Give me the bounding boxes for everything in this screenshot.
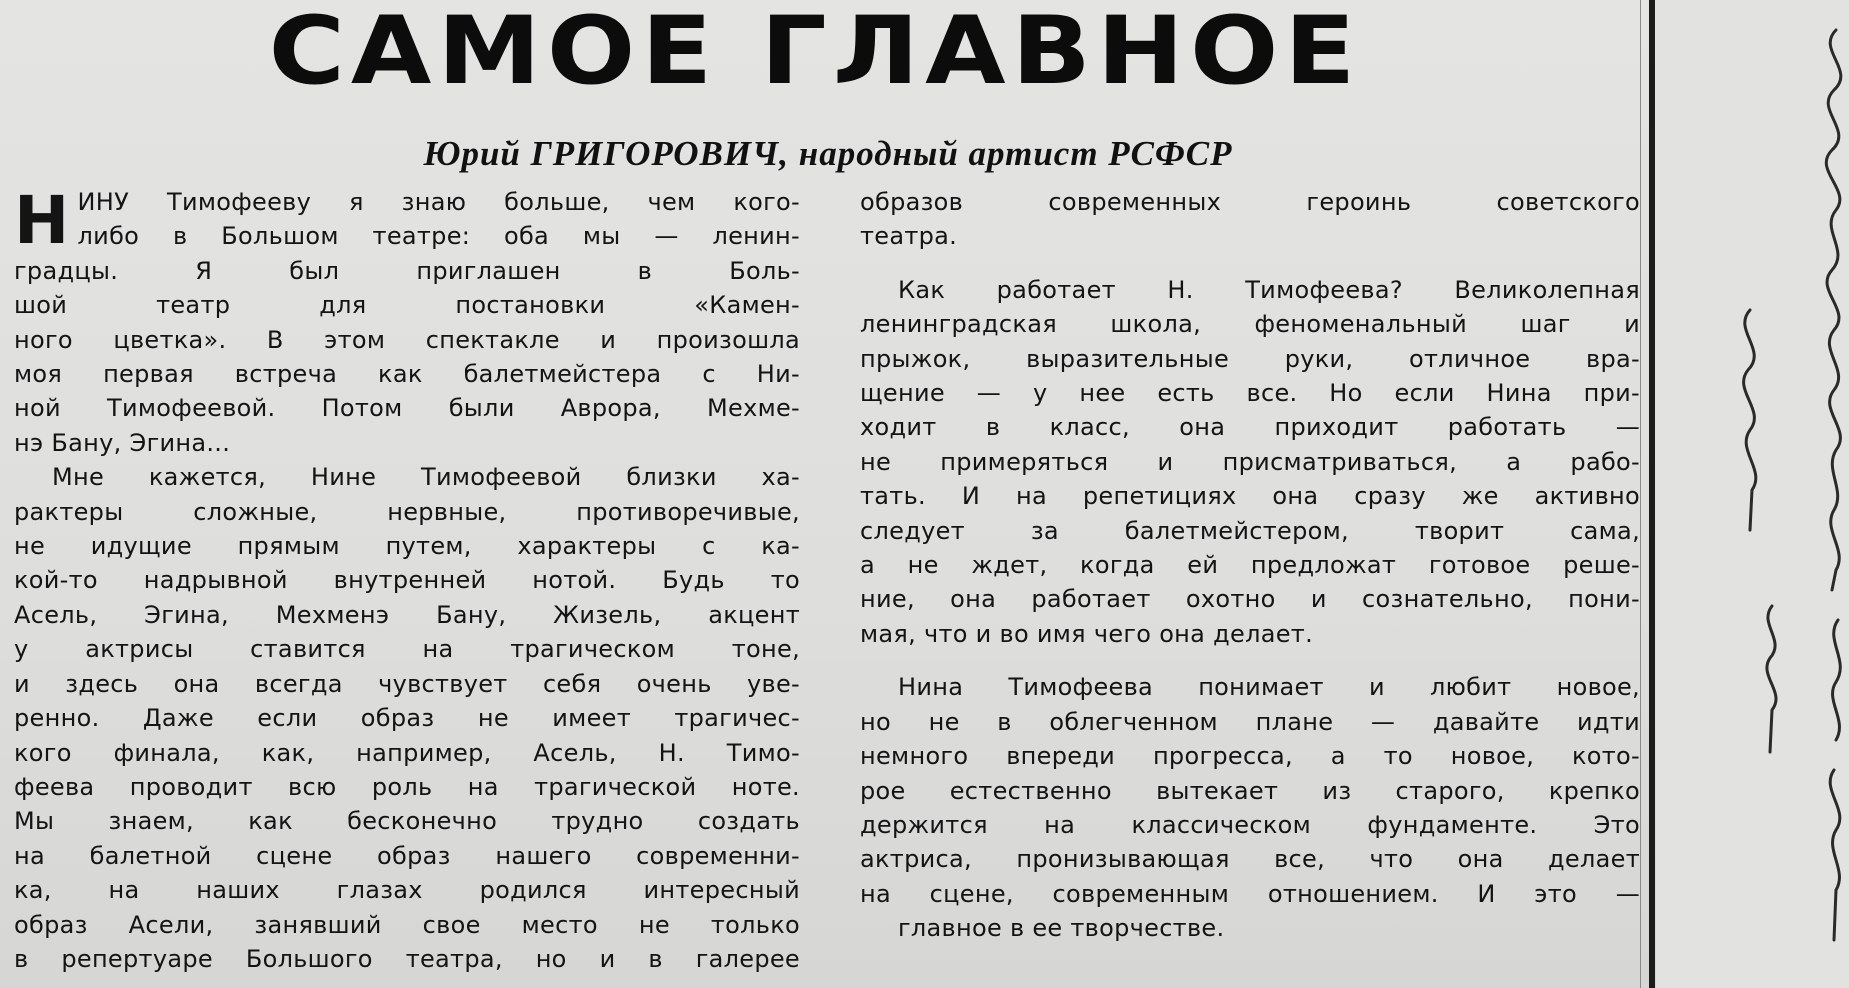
text-line: театра. xyxy=(860,222,958,251)
text-line: кой-то надрывной внутренней нотой. Будь то xyxy=(14,566,800,595)
text-line: не примеряться и присматриваться, а рабо- xyxy=(860,447,1640,476)
text-line: ной Тимофеевой. Потом были Аврора, Мехме- xyxy=(14,394,800,423)
text-line: ренно. Даже если образ не имеет трагичес- xyxy=(14,704,800,733)
text-line: ИНУ Тимофееву я знаю больше, чем кого- xyxy=(77,188,800,216)
text-line: главное в ее творчестве. xyxy=(898,914,1225,943)
text-line: тать. И на репетициях она сразу же активно xyxy=(860,482,1640,511)
text-line: прыжок, выразительные руки, отличное вра- xyxy=(860,344,1640,373)
text-line: Мне кажется, Нине Тимофеевой близки ха- xyxy=(52,463,800,492)
text-line: на балетной сцене образ нашего современни- xyxy=(14,841,800,870)
text-line: ка, на наших глазах родился интересный xyxy=(14,876,800,905)
handwritten-note-year xyxy=(1752,600,1792,760)
paragraph-gap xyxy=(860,651,1640,670)
paragraph-1 xyxy=(860,185,1640,254)
text-line: ние, она работает охотно и сознательно, пони- xyxy=(860,585,1640,614)
left-column xyxy=(14,182,800,976)
text-line: ходит в класс, она приходит работать — xyxy=(860,413,1640,442)
byline: Юрий ГРИГОРОВИЧ, народный артист РСФСР xyxy=(423,134,1233,173)
text-line: Асель, Эгина, Мехменэ Бану, Жизель, акцент xyxy=(14,600,800,629)
handwritten-note-date xyxy=(1726,300,1776,540)
handwriting-scribble xyxy=(1806,10,1849,980)
text-line: рактеры сложные, нервные, противоречивые, xyxy=(14,497,800,526)
text-line: мая, что и во имя чего она делает. xyxy=(860,619,1313,648)
handwriting-year-scribble xyxy=(1752,600,1792,760)
right-column xyxy=(860,185,1640,946)
text-line: Как работает Н. Тимофеева? Великолепная xyxy=(898,275,1640,304)
text-line: градцы. Я был приглашен в Боль- xyxy=(14,256,800,285)
text-line: либо в Большом театре: оба мы — ленин- xyxy=(77,222,800,251)
text-line: ного цветка». В этом спектакле и произошла xyxy=(14,325,800,354)
text-line: актриса, пронизывающая все, что она делает xyxy=(860,845,1640,874)
text-line: кого финала, как, например, Асель, Н. Тимо- xyxy=(14,738,800,767)
text-line: держится на классическом фундаменте. Это xyxy=(860,810,1640,839)
text-line: моя первая встреча как балетмейстера с Ни- xyxy=(14,360,800,389)
paragraph-3 xyxy=(860,670,1640,945)
clipping-edge xyxy=(1649,0,1655,988)
paragraph-1 xyxy=(14,182,800,460)
column-rule xyxy=(1640,0,1641,988)
text-line: следует за балетмейстером, творит сама, xyxy=(860,516,1640,545)
text-line: феева проводит всю роль на трагической ноте. xyxy=(14,772,800,801)
text-line: шой театр для постановки «Камен- xyxy=(14,291,800,320)
text-line: образ Асели, занявший свое место не только xyxy=(14,910,800,939)
text-line: образов современных героинь советского xyxy=(860,188,1640,216)
handwriting-date-scribble xyxy=(1726,300,1776,540)
text-line: на сцене, современным отношением. И это — xyxy=(860,879,1640,908)
paragraph-2 xyxy=(860,273,1640,651)
drop-cap: Н xyxy=(14,182,70,259)
paragraph-2 xyxy=(14,460,800,976)
text-line: а не ждет, когда ей предложат готовое реше- xyxy=(860,551,1640,580)
text-line: ленинградская школа, феноменальный шаг и xyxy=(860,310,1640,339)
handwritten-note xyxy=(1806,10,1849,980)
paragraph-gap xyxy=(860,254,1640,273)
text-line: Мы знаем, как бесконечно трудно создать xyxy=(14,807,800,836)
text-line: рое естественно вытекает из старого, крепко xyxy=(860,776,1640,805)
text-line: щение — у нее есть все. Но если Нина при- xyxy=(860,379,1640,408)
text-line: в репертуаре Большого театра, но и в галерее xyxy=(14,944,800,973)
headline: САМОЕ ГЛАВНОЕ xyxy=(268,0,1362,106)
text-line: не идущие прямым путем, характеры с ка- xyxy=(14,532,800,561)
margin-strip xyxy=(1656,0,1849,988)
text-line: но не в облегченном плане — давайте идти xyxy=(860,707,1640,736)
text-line: Нина Тимофеева понимает и любит новое, xyxy=(898,673,1640,702)
text-line: немного впереди прогресса, а то новое, кото- xyxy=(860,742,1640,771)
text-line: нэ Бану, Эгина... xyxy=(14,428,231,457)
text-line: у актрисы ставится на трагическом тоне, xyxy=(14,635,800,664)
text-line: и здесь она всегда чувствует себя очень уве- xyxy=(14,669,800,698)
